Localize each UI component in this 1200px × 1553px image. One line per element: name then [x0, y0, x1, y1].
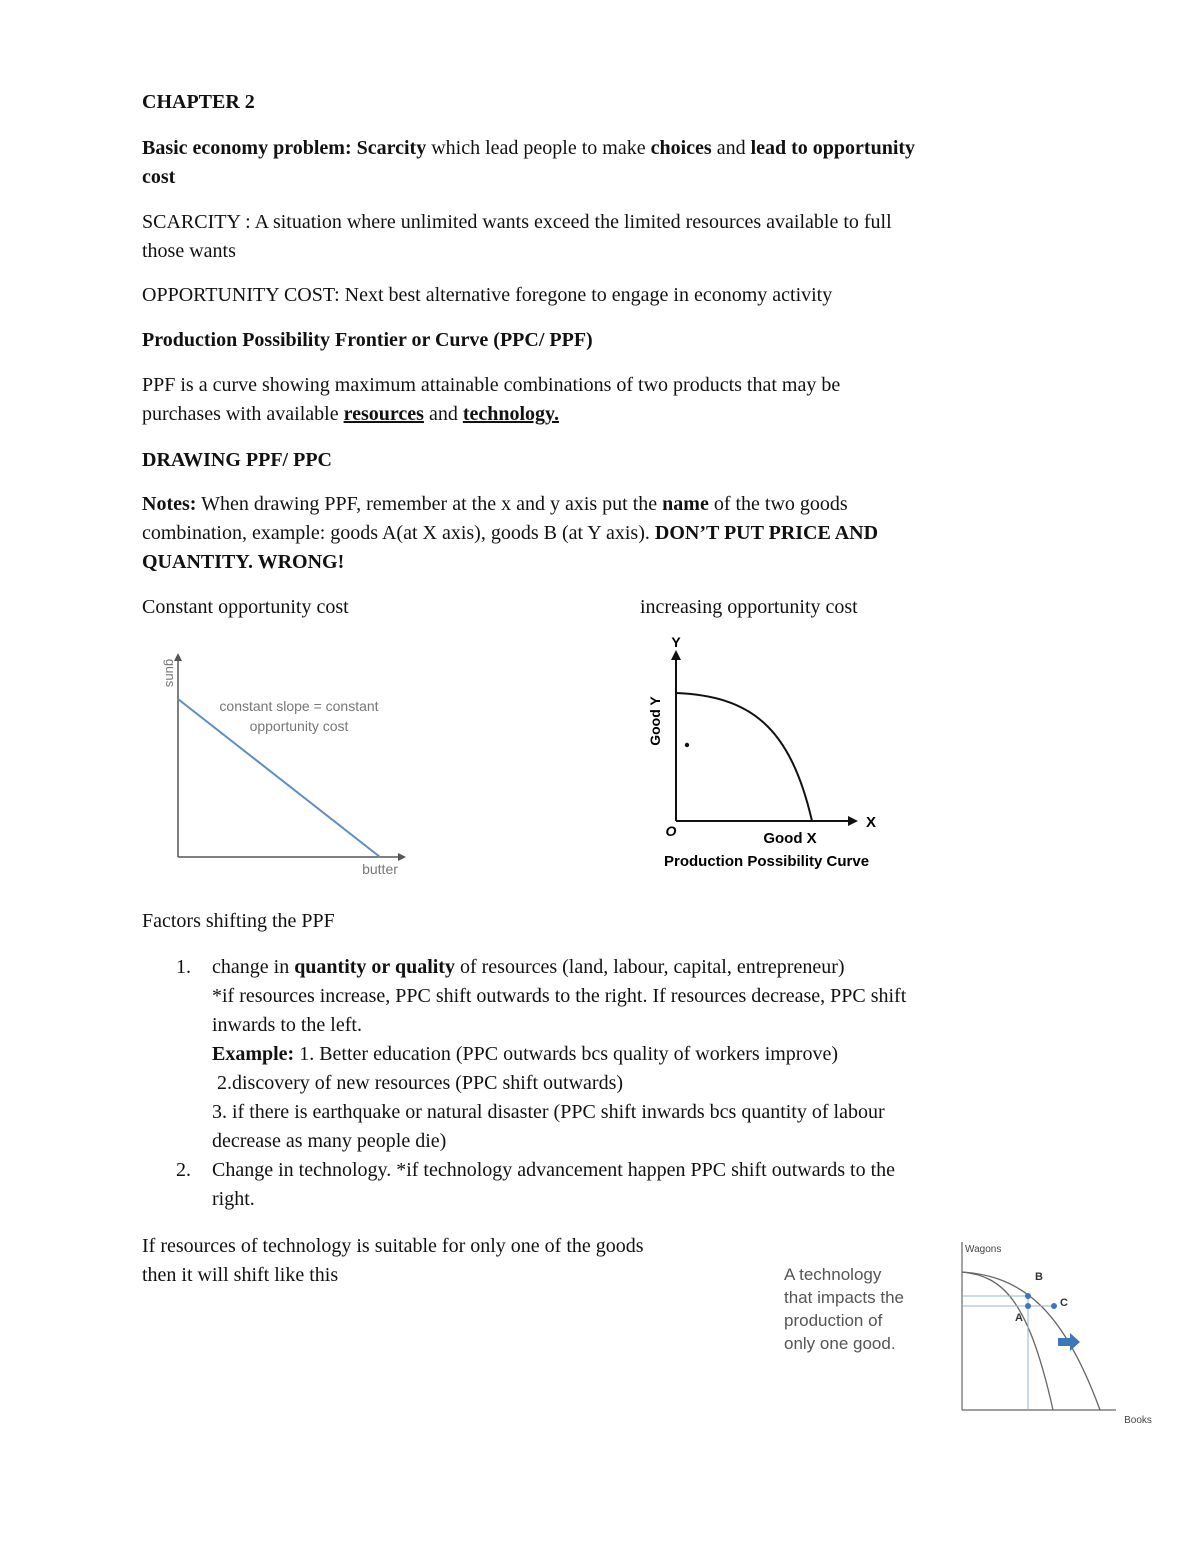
good-y-label: Good Y	[647, 696, 663, 746]
inside-point	[685, 743, 689, 747]
example-3-line-2: decrease as many people die)	[212, 1130, 447, 1152]
increasing-ppf-figure	[640, 636, 900, 876]
notes-text-2: of the two goods	[713, 493, 848, 515]
item1-line-2: *if resources increase, PPC shift outwards to the right. If resources decrease, PPC shift	[212, 985, 907, 1007]
shifted-ppf-curve	[962, 1272, 1100, 1410]
list-number: 1.	[176, 956, 191, 978]
point-b-label: B	[1035, 1271, 1043, 1283]
books-label: Books	[1124, 1415, 1152, 1426]
intro-cost: cost	[142, 166, 176, 188]
intro-and: and	[716, 137, 746, 159]
scarcity-line-1: SCARCITY : A situation where unlimited wants exceed the limited resources available to full	[142, 211, 892, 233]
caption-increasing: increasing opportunity cost	[640, 596, 858, 618]
tech-note-line-1: If resources of technology is suitable for only one of the goods	[142, 1235, 644, 1257]
original-ppf-curve	[962, 1272, 1053, 1410]
intro-choices: choices	[650, 137, 712, 159]
point-c-label: C	[1060, 1297, 1068, 1309]
resources-term: resources	[343, 403, 424, 425]
ppf-and: and	[428, 403, 458, 425]
constant-ppf-figure	[140, 645, 420, 885]
x-axis-arrow	[848, 816, 858, 826]
wagons-label: Wagons	[965, 1244, 1002, 1255]
scarcity-line-2: those wants	[142, 240, 236, 262]
list-number: 2.	[176, 1159, 191, 1181]
item1-bold: quantity or quality	[294, 956, 455, 978]
notes-text-3: combination, example: goods A(at X axis), goods B (at Y axis).	[142, 522, 650, 544]
origin-label: O	[665, 823, 677, 839]
notes-name: name	[662, 493, 709, 515]
notes-warning-2: QUANTITY. WRONG!	[142, 551, 345, 573]
notes-paragraph	[142, 490, 1062, 577]
notes-text-1: When drawing PPF, remember at the x and y axis put the	[201, 493, 658, 515]
opportunity-cost-definition: OPPORTUNITY COST: Next best alternative foregone to engage in economy activity	[142, 284, 833, 306]
ppf-curve	[676, 693, 812, 821]
technology-term: technology.	[462, 403, 559, 425]
item1-text-b: of resources (land, labour, capital, entrepreneur)	[459, 956, 845, 978]
butter-label: butter	[362, 861, 398, 877]
shift-arrow-icon	[1058, 1333, 1080, 1351]
intro-paragraph	[142, 134, 1062, 192]
annotation-line-1: constant slope = constant	[219, 698, 379, 714]
x-axis-letter: X	[866, 814, 877, 831]
intro-label: Basic economy problem:	[142, 137, 352, 159]
list-item	[176, 1156, 1056, 1214]
ppf-heading: Production Possibility Frontier or Curve (PPC/ PPF)	[142, 329, 593, 351]
fig3-text-4: only one good.	[784, 1334, 896, 1353]
ppf-definition	[142, 371, 1062, 429]
list-item	[176, 953, 1056, 1156]
scarcity-definition	[142, 208, 1062, 266]
figure-caption: Production Possibility Curve	[664, 853, 870, 870]
factors-list	[176, 953, 1056, 1214]
item1-text-a: change in	[212, 956, 290, 978]
intro-text: which lead people to make	[431, 137, 646, 159]
example-label: Example:	[212, 1043, 295, 1065]
fig3-text-1: A technology	[784, 1265, 882, 1284]
ppf-line-2: purchases with available	[142, 403, 339, 425]
point-a-marker	[1025, 1303, 1031, 1309]
y-axis-arrow	[671, 650, 681, 660]
y-axis-letter: Y	[671, 636, 681, 650]
good-x-label: Good X	[763, 830, 817, 847]
fig3-text-2: that impacts the	[784, 1288, 905, 1307]
fig3-text-3: production of	[784, 1311, 883, 1330]
factors-heading: Factors shifting the PPF	[142, 910, 335, 932]
guns-label: guns	[163, 658, 178, 688]
page-title: CHAPTER 2	[142, 91, 255, 113]
item1-line-3: inwards to the left.	[212, 1014, 362, 1036]
item2-line-2: right.	[212, 1188, 255, 1210]
x-axis-arrow	[398, 853, 406, 861]
point-b-marker	[1025, 1293, 1031, 1299]
intro-scarcity: Scarcity	[356, 137, 427, 159]
caption-constant: Constant opportunity cost	[142, 596, 349, 618]
notes-label: Notes:	[142, 493, 197, 515]
tech-shift-figure	[770, 1236, 1170, 1431]
point-c-marker	[1051, 1303, 1057, 1309]
example-3-line-1: 3. if there is earthquake or natural disaster (PPC shift inwards bcs quantity of labour	[212, 1101, 885, 1123]
annotation-line-2: opportunity cost	[249, 718, 349, 734]
intro-lead-opp: lead to opportunity	[750, 137, 916, 159]
tech-note-line-2: then it will shift like this	[142, 1264, 339, 1286]
drawing-heading: DRAWING PPF/ PPC	[142, 449, 332, 471]
example-1: 1. Better education (PPC outwards bcs quality of workers improve)	[299, 1043, 838, 1065]
example-2: 2.discovery of new resources (PPC shift outwards)	[217, 1072, 624, 1094]
ppf-line-1: PPF is a curve showing maximum attainable combinations of two products that may be	[142, 374, 841, 396]
item2-line-1: Change in technology. *if technology advancement happen PPC shift outwards to the	[212, 1159, 896, 1181]
point-a-label: A	[1015, 1312, 1023, 1324]
technology-note	[142, 1232, 762, 1290]
notes-warning-1: DON’T PUT PRICE AND	[654, 522, 879, 544]
